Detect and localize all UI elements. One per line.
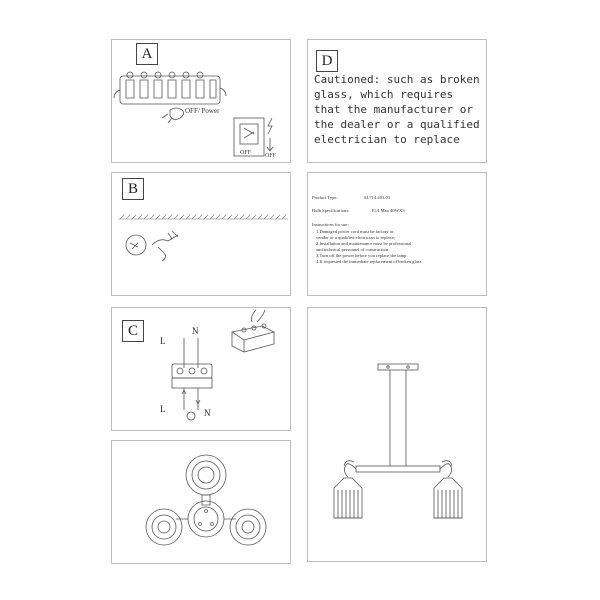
lamp-shade-right: [434, 461, 462, 518]
arrow-off-label: OFF: [265, 153, 277, 159]
panel-d-letter: D: [316, 50, 338, 72]
terminal-strip: [114, 72, 226, 104]
panel-c-letter: C: [122, 320, 144, 342]
horizontal-bar: [356, 466, 440, 472]
power-off-arrow: [267, 118, 273, 151]
switch-off-label: OFF: [240, 150, 252, 156]
panel-a-letter: A: [136, 43, 158, 65]
caution-line: electrician to replace: [314, 133, 460, 146]
panel-b-letter: B: [122, 178, 144, 200]
lamp-shade-left: [334, 461, 362, 518]
bulb-spec-label: Bulb Specifications:: [312, 208, 350, 213]
panel-spec: [307, 172, 487, 296]
wire-n-top-label: N: [192, 326, 199, 336]
lamp-head-left: [146, 509, 182, 545]
wire-n-bottom-label: N: [204, 408, 211, 418]
panel-a: [111, 39, 291, 163]
off-power-label: OFF/ Power: [185, 107, 220, 115]
instructions-title: Instructions for use:: [312, 222, 349, 227]
wire-l-bottom-label: L: [160, 404, 166, 414]
suspension-rods: [390, 370, 406, 466]
panel-d: [307, 39, 487, 163]
panel-lamp-front: [307, 307, 487, 562]
terminal-block-illustration: [112, 40, 292, 164]
lamp-head-right: [230, 509, 266, 545]
ceiling-canopy: [378, 364, 418, 370]
lamp-head-top: [186, 455, 226, 495]
wiring-illustration: [112, 308, 292, 432]
instruction-line: 3.Turn off the power before you replace the lamp: [316, 253, 407, 258]
instruction-line: 1.Damaged power cord must be factory or: [316, 229, 394, 234]
product-type-value: SL714.403.03: [364, 195, 391, 200]
panel-b: [111, 172, 291, 296]
instruction-line: 2.Installation and maintenance must be professional: [316, 241, 412, 246]
chandelier-bottom-illustration: [112, 441, 292, 565]
wire-l-top-label: L: [160, 336, 166, 346]
hand-icon: [162, 108, 184, 123]
product-type-label: Product Type:: [312, 195, 338, 200]
caution-line: that the manufacturer or: [314, 103, 473, 116]
caution-line: Cautioned: such as broken: [314, 73, 480, 86]
caution-line: glass, which requires: [314, 88, 454, 101]
ceiling-drill-illustration: [112, 173, 292, 297]
bulb-spec-value: E14 Max 40WX3: [372, 208, 405, 213]
terminal-connector: [232, 310, 274, 352]
instruction-line: and technical personnel of construction: [316, 247, 389, 252]
panel-lamp-bottom: [111, 440, 291, 564]
ceiling-hatch: [118, 215, 288, 219]
instruction-line: 4.If requested the immediate replacement of broken glass: [316, 259, 422, 264]
panel-c: [111, 307, 291, 431]
instruction-line: vendor or a qualified electrician to replace;: [316, 235, 396, 240]
caution-line: the dealer or a qualified: [314, 118, 480, 131]
drill-icon: [126, 231, 178, 261]
caution-text: [314, 72, 494, 147]
chandelier-front-illustration: [308, 308, 488, 563]
center-hub: [176, 495, 236, 537]
